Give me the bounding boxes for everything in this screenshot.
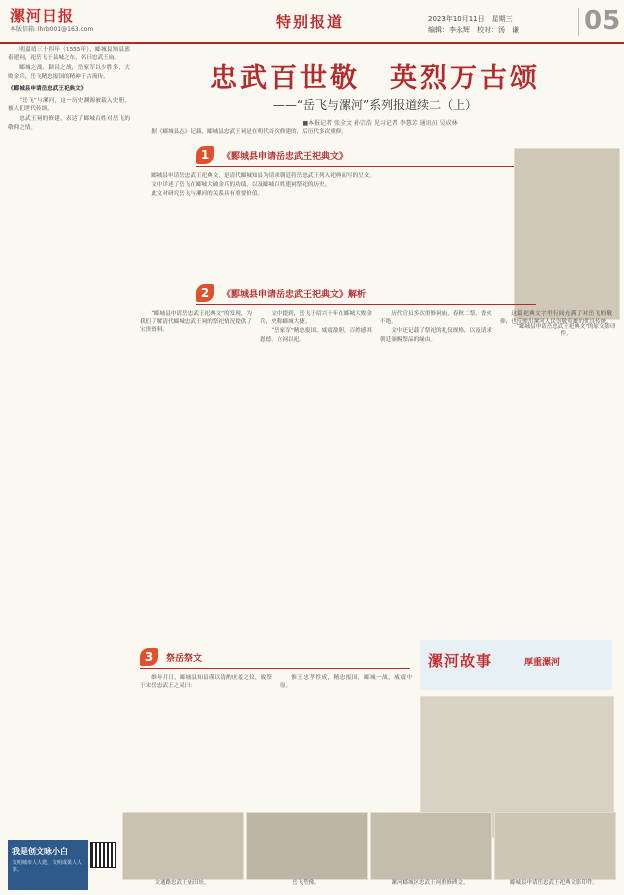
s2-para-5: 文中还记载了祭祀的礼仪规格，以及请求朝廷颁赐祭品的缘由。	[380, 328, 492, 343]
section-number-3: 3	[140, 648, 158, 666]
article-byline: ■本报记者 张全文 孙宗浩 见习记者 李慧芳 通讯员 吴成林	[302, 120, 458, 127]
page-number: 05	[584, 6, 621, 36]
left-para-2: 郾城之战、颍昌之战，岳家军以少胜多，大败金兵，岳飞精忠报国的精神千古流传。	[8, 65, 130, 80]
photo-temple	[122, 812, 244, 880]
section-3-body	[140, 674, 412, 824]
photo-document-2	[494, 812, 616, 880]
left-column	[8, 46, 130, 836]
section-number-1: 1	[196, 146, 214, 164]
section-1-body	[140, 172, 506, 280]
story-box	[420, 640, 612, 690]
story-title: 漯河故事	[428, 652, 493, 670]
s3-para-1: 维年月日，郾城县知县谨以清酌庶羞之仪，致祭于宋岳忠武王之灵曰：	[140, 675, 272, 690]
section-title-2: 《郾城县申请岳忠武王祀典文》解析	[222, 290, 367, 300]
section-banner-1	[196, 146, 536, 167]
section-title-1: 《郾城县申请岳忠武王祀典文》	[222, 152, 349, 162]
cultural-box	[8, 840, 88, 890]
photo-stele	[370, 812, 492, 880]
cultural-body: 文明城市人人建，文明成果人人享。	[12, 860, 83, 873]
caption-1: 文通路忠武王庙旧址。	[154, 880, 210, 886]
left-para-3: “岳飞”与漯河，这一历史渊源被载入史册，被人们世代传颂。	[8, 98, 130, 113]
staff-line: 编辑：李永辉 校对：汤 谦	[428, 26, 519, 34]
masthead	[0, 0, 624, 44]
section-title: 特别报道	[275, 13, 344, 31]
intro-text: 据《郾城县志》记载，郾城县忠武王祠是在明代首次修建的，后历代多次重修。	[151, 129, 347, 135]
document-caption: “郾城县申请岳忠武王祀典文”的原文影印件。	[516, 324, 616, 337]
mailbox: 本版信箱: lhrb001@163.com	[10, 26, 94, 33]
s1-para-1: 郾城县申请岳忠武王祀典文，是清代郾城知县为请求朝廷将岳忠武王列入祀典而写的呈文。	[151, 173, 375, 179]
story-subtitle: 厚重漯河	[524, 658, 561, 668]
qr-code-icon[interactable]	[90, 842, 116, 868]
caption-2: 岳飞塑像。	[292, 880, 320, 886]
article-subtitle: ——“岳飞与漯河”系列报道续二（上）	[272, 98, 478, 112]
s3-para-2: 惟王忠孝性成，精忠报国，郾城一战，威震中原。	[280, 675, 412, 690]
caption-4: 郾城县申请岳忠武王祀典文影印件。	[509, 880, 598, 886]
article-title: 忠武百世敬 英烈万古颂	[210, 63, 540, 94]
s2-para-6: 这篇祀典文字里行间充满了对岳飞的敬仰，也反映出漯河人民崇敬英雄的优良传统。	[500, 311, 612, 326]
left-para-1: 明嘉靖三十四年（1555年），郾城县知县郭泰建祠，祀岳飞于县城之东，名曰忠武王庙。	[8, 47, 130, 62]
s1-para-3: 此文对研究岳飞与漯河的关系具有重要价值。	[151, 191, 264, 198]
section-number-2: 2	[196, 284, 214, 302]
photo-statue-small	[246, 812, 368, 880]
left-heading: 《郾城县申请岳忠武王祀典文》	[8, 85, 87, 92]
left-para-4: 忠武王祠的修建，表达了郾城百姓对岳飞的敬仰之情。	[8, 116, 130, 131]
cultural-title: 我是创文咏小白	[12, 846, 68, 856]
section-2-body	[140, 310, 612, 626]
caption-3: 漯河郾城区忠武王祠重修碑文。	[391, 880, 469, 886]
section-banner-2	[196, 284, 536, 305]
issue-date: 2023年10月11日 星期三	[428, 15, 513, 23]
section-banner-3	[140, 648, 410, 669]
s2-para-1: “郾城县申请岳忠武王祀典文”的发现，为我们了解清代郾城忠武王祠的祭祀情况提供了宝贵资料。	[140, 311, 253, 334]
page-separator	[578, 8, 579, 36]
s2-para-4: 历代官员多次重修祠庙，春秋二祭，香火不绝。	[380, 311, 492, 326]
s2-para-3: “岳家军”精忠报国、威震敌胆，百姓感其恩德，立祠以祀。	[260, 328, 373, 343]
section-title-3: 祭岳祭文	[166, 654, 203, 664]
s1-para-2: 文中详述了岳飞在郾城大破金兵的功绩，以及郾城百姓建祠祭祀的历史。	[151, 182, 331, 189]
newspaper-logo: 漯河日报	[10, 7, 75, 25]
s2-para-2: 文中提到，岳飞于绍兴十年在郾城大败金兵，史称郾城大捷。	[260, 311, 372, 326]
article-intro	[140, 128, 612, 140]
